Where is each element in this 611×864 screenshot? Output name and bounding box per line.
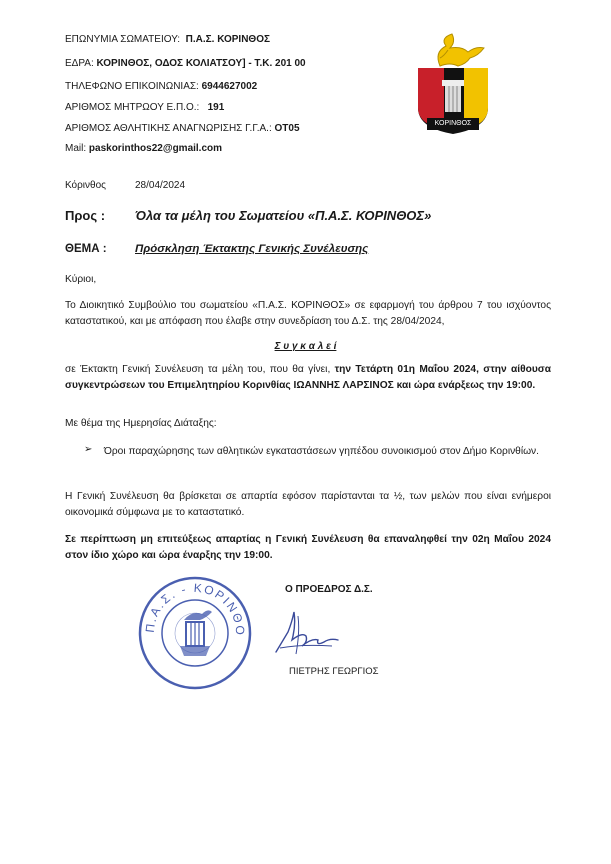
header-epo-line: ΑΡΙΘΜΟΣ ΜΗΤΡΩΟΥ Ε.Π.Ο.: 191 [65,102,225,113]
handwritten-signature [272,602,342,660]
header-gga-line: ΑΡΙΘΜΟΣ ΑΘΛΗΤΙΚΗΣ ΑΝΑΓΝΩΡΙΣΗΣ Γ.Γ.Α.: ΟΤ05 [65,123,300,134]
paragraph-quorum: Η Γενική Συνέλευση θα βρίσκεται σε απαρτία εφόσον παρίστανται τα ½, των μελών που είναι ενήμεροι οικονομικά σύμφωνα με το καταστατικό. [65,491,551,518]
meeting-text: σε Έκτακτη Γενική Συνέλευση τα μέλη του, που θα γίνει, [65,364,335,375]
subject-value: Πρόσκληση Έκτακτης Γενικής Συνέλευσης [135,243,369,255]
signature-name: ΠΙΕΤΡΗΣ ΓΕΩΡΓΙΟΣ [289,666,379,677]
header-epo-value: 191 [207,102,225,113]
to-value: Όλα τα μέλη του Σωματείου «Π.Α.Σ. ΚΟΡΙΝΘΟΣ» [135,208,432,223]
logo-text: ΚΟΡΙΝΘΟΣ [427,118,479,130]
to-label: Προς : [65,208,106,223]
header-name-line: ΕΠΩΝΥΜΙΑ ΣΩΜΑΤΕΙΟΥ: Π.Α.Σ. ΚΟΡΙΝΘΟΣ [65,34,270,45]
header-name-value: Π.Α.Σ. ΚΟΡΙΝΘΟΣ [185,34,270,45]
header-gga-value: ΟΤ05 [274,123,300,134]
agenda-bullet-icon: ➢ [84,444,93,455]
paragraph-meeting [65,362,551,394]
agenda-item: Όροι παραχώρησης των αθλητικών εγκαταστάσεων γηπέδου συνοικισμού στον Δήμο Κορινθίων. [104,446,539,457]
header-address-line: ΕΔΡΑ: ΚΟΡΙΝΘΟΣ, ΟΔΟΣ ΚΟΛΙΑΤΣΟΥ] - Τ.Κ. 201 00 [65,58,306,69]
header-phone-line: ΤΗΛΕΦΩΝΟ ΕΠΙΚΟΙΝΩΝΙΑΣ: 6944627002 [65,81,258,92]
header-mail-line: Mail: paskorinthos22@gmail.com [65,143,223,154]
paragraph-repeat: Σε περίπτωση μη επιτεύξεως απαρτίας η Γενική Συνέλευση θα επαναληφθεί την 02η Μαΐου 2024 στον ίδιο χώρο και ώρα έναρξης την 19:00. [65,534,551,561]
seal-text: Π.Α.Σ. - ΚΟΡΙΝΘΟ [142,580,248,638]
club-seal-stamp [136,574,254,692]
greeting: Κύριοι, [65,274,97,285]
header-mail-value: paskorinthos22@gmail.com [88,143,223,154]
place-text: Κόρινθος [65,180,106,191]
agenda-intro: Με θέμα της Ημερησίας Διάταξης: [65,418,217,429]
date-text: 28/04/2024 [135,180,186,191]
convenes-heading: Σ υ γ κ α λ ε ί [274,341,337,352]
signature-title: Ο ΠΡΟΕΔΡΟΣ Δ.Σ. [285,584,373,595]
subject-label: ΘΕΜΑ : [65,243,107,255]
meeting-details: την Τετάρτη 01η Μαΐου 2024, στην αίθουσα συγκεντρώσεων του Επιμελητηρίου Κορινθίας ΙΩΑΝΝΗΣ ΛΑΡΣΙΝΟΣ και ώρα ενάρξεως την 19:00. [65,364,552,391]
paragraph-intro: Το Διοικητικό Συμβούλιο του σωματείου «Π.Α.Σ. ΚΟΡΙΝΘΟΣ» σε εφαρμογή του άρθρου 7 του ισχύοντος καταστατικού, και με απόφαση που έλαβε στην συνεδρίαση του Δ.Σ. της 28/04/2024, [65,300,551,327]
header-phone-value: 6944627002 [201,81,258,92]
club-logo [410,28,496,136]
header-address-value: ΚΟΡΙΝΘΟΣ, ΟΔΟΣ ΚΟΛΙΑΤΣΟΥ] - Τ.Κ. 201 00 [96,58,306,69]
